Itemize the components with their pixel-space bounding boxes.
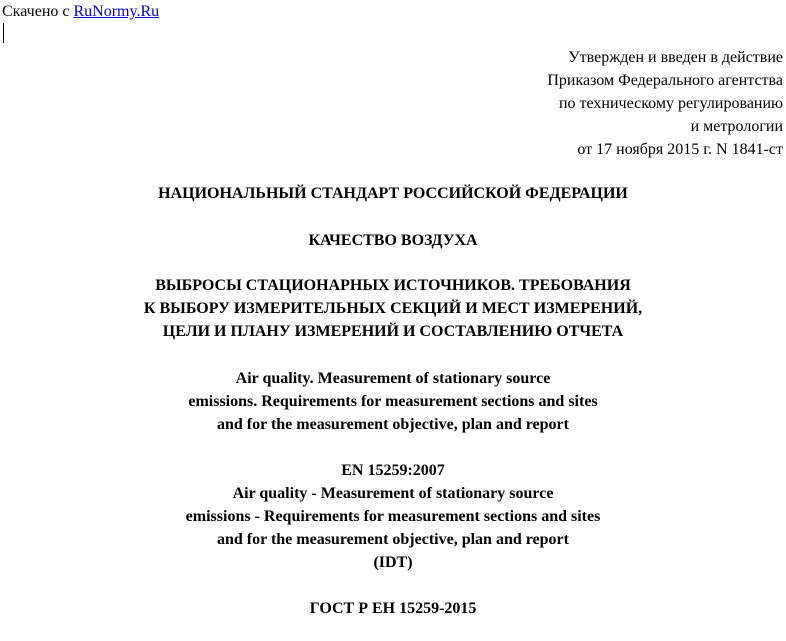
approval-line: от 17 ноября 2015 г. N 1841-ст xyxy=(577,141,783,158)
en-standard-block xyxy=(0,459,786,574)
approval-line: Утвержден и введен в действие xyxy=(568,49,783,66)
source-prefix: Скачено с xyxy=(2,3,74,20)
runormy-link[interactable]: RuNormy.Ru xyxy=(73,3,160,20)
approval-line: и метрологии xyxy=(690,118,783,135)
en-standard-title-line: Air quality - Measurement of stationary source xyxy=(232,485,554,502)
russian-title-line: ВЫБРОСЫ СТАЦИОНАРНЫХ ИСТОЧНИКОВ. ТРЕБОВАНИЯ xyxy=(155,277,631,294)
en-standard-title-line: and for the measurement objective, plan and report xyxy=(217,531,569,548)
english-title-line: emissions. Requirements for measurement sections and sites xyxy=(188,393,598,410)
english-title-line: and for the measurement objective, plan and report xyxy=(217,416,569,433)
approval-line: Приказом Федерального агентства xyxy=(547,72,783,89)
standard-heading-block xyxy=(0,182,786,205)
approval-block xyxy=(547,46,783,161)
gost-code-block xyxy=(0,597,786,620)
en-standard-code: EN 15259:2007 xyxy=(341,462,445,479)
approval-line: по техническому регулированию xyxy=(558,95,783,112)
subject-block xyxy=(0,229,786,252)
english-title-line: Air quality. Measurement of stationary source xyxy=(235,370,551,387)
russian-title-line: ЦЕЛИ И ПЛАНУ ИЗМЕРЕНИЙ И СОСТАВЛЕНИЮ ОТЧЕТА xyxy=(162,323,624,340)
en-standard-title-line: emissions - Requirements for measurement sections and sites xyxy=(185,508,601,525)
gost-code: ГОСТ Р ЕН 15259-2015 xyxy=(309,600,477,617)
russian-title-line: К ВЫБОРУ ИЗМЕРИТЕЛЬНЫХ СЕКЦИЙ И МЕСТ ИЗМЕРЕНИЙ, xyxy=(143,300,643,317)
equivalence-label: (IDT) xyxy=(373,554,413,571)
text-cursor xyxy=(3,23,4,43)
subject-heading: КАЧЕСТВО ВОЗДУХА xyxy=(308,232,478,249)
standard-heading: НАЦИОНАЛЬНЫЙ СТАНДАРТ РОССИЙСКОЙ ФЕДЕРАЦИИ xyxy=(158,185,628,202)
russian-title-block xyxy=(0,274,786,343)
english-title-block xyxy=(0,367,786,436)
source-line xyxy=(2,2,159,22)
